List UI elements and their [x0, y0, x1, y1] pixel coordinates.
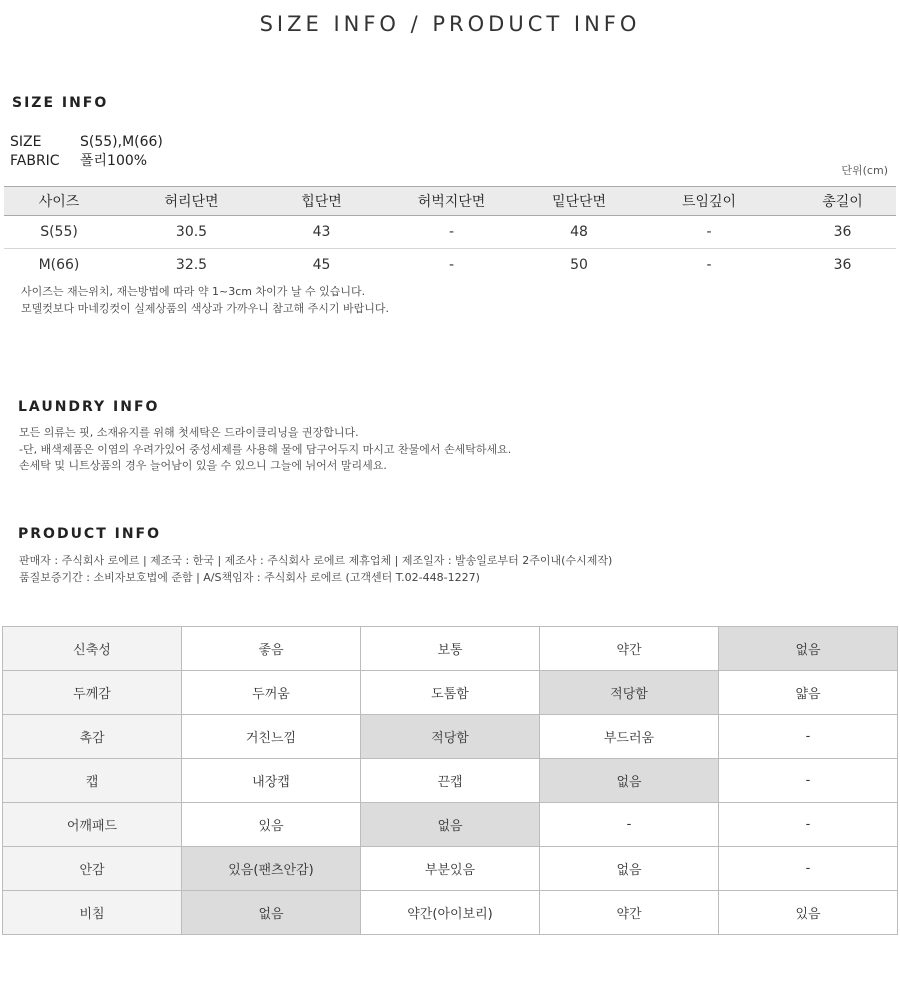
- laundry-note-line: 손세탁 및 니트상품의 경우 늘어남이 있을 수 있으니 그늘에 뉘어서 말리세요.: [19, 459, 387, 472]
- fabric-attribute-cell: 어깨패드: [3, 803, 182, 847]
- column-header: 밑단단면: [529, 187, 629, 216]
- column-header: 총길이: [789, 187, 896, 216]
- size-info-heading: SIZE INFO: [12, 95, 109, 111]
- size-note-line: 모델컷보다 마네킹컷이 실제상품의 색상과 가까우니 참고해 주시기 바랍니다.: [21, 301, 390, 315]
- size-table-header: [4, 187, 896, 216]
- fabric-option-cell: 약간: [540, 627, 719, 671]
- product-info-heading: PRODUCT INFO: [18, 526, 162, 542]
- size-label: SIZE: [10, 134, 42, 150]
- size-note-line: 사이즈는 재는위치, 재는방법에 따라 약 1~3cm 차이가 날 수 있습니다.: [21, 285, 366, 298]
- fabric-spec-row: [10, 150, 147, 170]
- table-cell: -: [374, 216, 529, 249]
- fabric-option-cell: 약간(아이보리): [361, 891, 540, 935]
- table-cell: M(66): [38, 257, 80, 274]
- fabric-row: [3, 803, 898, 847]
- fabric-attribute-cell: 신축성: [3, 627, 182, 671]
- fabric-option-cell: 약간: [540, 891, 719, 935]
- table-cell: -: [706, 257, 712, 274]
- fabric-option-cell: 없음: [182, 891, 361, 935]
- fabric-label: FABRIC: [10, 153, 60, 169]
- laundry-notes: [19, 425, 511, 475]
- fabric-option-cell: -: [719, 803, 898, 847]
- product-notes: [19, 553, 612, 586]
- fabric-option-cell: 얇음: [719, 671, 898, 715]
- fabric-option-cell: 끈캡: [361, 759, 540, 803]
- fabric-option-cell: 부드러움: [540, 715, 719, 759]
- table-row: [4, 216, 896, 249]
- fabric-row: [3, 759, 898, 803]
- product-note-line: 판매자 : 주식회사 로에르 | 제조국 : 한국 | 제조사 : 주식회사 로에르 제휴업체 | 제조일자 : 발송일로부터 2주이내(수시제작): [19, 554, 613, 567]
- fabric-option-cell: 있음(팬츠안감): [182, 847, 361, 891]
- table-cell: 36: [789, 216, 896, 249]
- table-cell: 43: [269, 216, 374, 249]
- fabric-option-cell: 있음: [719, 891, 898, 935]
- column-header: 사이즈: [4, 187, 114, 216]
- fabric-option-cell: 없음: [540, 759, 719, 803]
- size-table: [4, 186, 896, 282]
- fabric-option-cell: 있음: [182, 803, 361, 847]
- fabric-attribute-cell: 비침: [3, 891, 182, 935]
- table-row: [4, 249, 896, 282]
- fabric-attribute-cell: 안감: [3, 847, 182, 891]
- size-spec-row: [10, 134, 163, 150]
- fabric-option-cell: -: [719, 847, 898, 891]
- fabric-row: [3, 891, 898, 935]
- table-cell: 45: [312, 257, 331, 274]
- column-header: 힙단면: [269, 187, 374, 216]
- laundry-note-line: -단, 배색제품은 이염의 우려가있어 중성세제를 사용해 물에 담구어두지 마시고 찬물에서 손세탁하세요.: [19, 442, 512, 456]
- table-cell: 30.5: [114, 216, 269, 249]
- fabric-option-cell: 없음: [540, 847, 719, 891]
- fabric-option-cell: 도톰함: [361, 671, 540, 715]
- fabric-option-cell: 없음: [361, 803, 540, 847]
- fabric-option-cell: -: [540, 803, 719, 847]
- table-cell: 32.5: [175, 257, 208, 274]
- fabric-attribute-cell: 캡: [3, 759, 182, 803]
- size-value: S(55),M(66): [80, 134, 163, 150]
- size-notes: [21, 284, 389, 317]
- fabric-option-cell: 적당함: [361, 715, 540, 759]
- column-header: 허리단면: [114, 187, 269, 216]
- table-cell: 50: [570, 257, 588, 274]
- fabric-option-cell: 내장캡: [182, 759, 361, 803]
- fabric-characteristics-table: [2, 626, 898, 935]
- table-cell: -: [629, 216, 789, 249]
- fabric-attribute-cell: 촉감: [3, 715, 182, 759]
- fabric-option-cell: 좋음: [182, 627, 361, 671]
- fabric-row: [3, 715, 898, 759]
- table-cell: 36: [833, 257, 852, 274]
- table-cell: S(55): [4, 216, 114, 249]
- column-header: 트임깊이: [629, 187, 789, 216]
- fabric-option-cell: -: [719, 715, 898, 759]
- fabric-option-cell: 적당함: [540, 671, 719, 715]
- fabric-row: [3, 847, 898, 891]
- fabric-row: [3, 671, 898, 715]
- table-cell: 48: [529, 216, 629, 249]
- unit-note: 단위(cm): [841, 164, 888, 177]
- fabric-option-cell: 두꺼움: [182, 671, 361, 715]
- fabric-option-cell: 거친느낌: [182, 715, 361, 759]
- laundry-note-line: 모든 의류는 핏, 소재유지를 위해 첫세탁은 드라이클리닝을 권장합니다.: [19, 426, 359, 439]
- table-cell: -: [448, 257, 455, 274]
- column-header: 허벅지단면: [374, 187, 529, 216]
- fabric-option-cell: -: [719, 759, 898, 803]
- fabric-option-cell: 부분있음: [361, 847, 540, 891]
- product-note-line: 품질보증기간 : 소비자보호법에 준함 | A/S책임자 : 주식회사 로에르 (고객센터 T.02-448-1227): [19, 570, 480, 584]
- fabric-attribute-cell: 두께감: [3, 671, 182, 715]
- laundry-info-heading: LAUNDRY INFO: [18, 399, 160, 415]
- page-title: SIZE INFO / PRODUCT INFO: [259, 12, 641, 36]
- fabric-option-cell: 없음: [719, 627, 898, 671]
- fabric-row: [3, 627, 898, 671]
- fabric-option-cell: 보통: [361, 627, 540, 671]
- fabric-value: 폴리100%: [80, 153, 148, 169]
